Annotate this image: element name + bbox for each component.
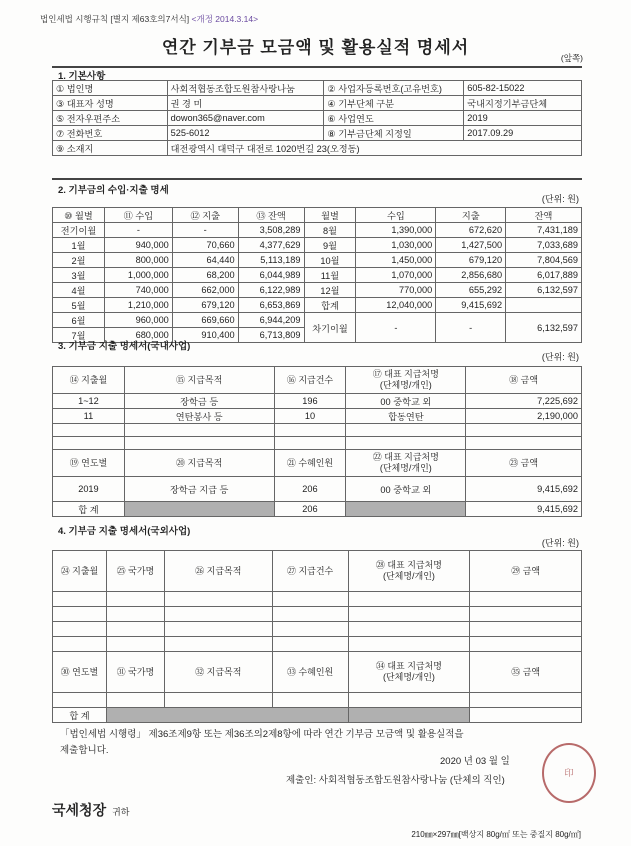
empty-cell [466,437,582,450]
empty-cell [164,693,272,708]
empty-cell [272,622,348,637]
expense-cell: 672,620 [436,223,506,238]
section3-unit: (단위: 원) [541,352,579,362]
month-cell: 5월 [53,298,105,313]
column-header: ⑰ 대표 지급처명 (단체명/개인) [346,367,466,394]
empty-cell [164,622,272,637]
year-cell: 2019 [53,477,125,502]
revision-text: <개정 2014.3.14> [191,14,259,24]
month-cell: 1~12 [53,394,125,409]
income-cell: 1,390,000 [356,223,436,238]
yearly-row [53,477,582,502]
month-cell: 6월 [53,313,105,328]
expense-cell: 655,292 [436,283,506,298]
expense-cell: 9,415,692 [436,298,506,313]
column-header: ⑭ 지출월 [53,367,125,394]
empty-cell [106,607,164,622]
domestic-table [52,366,582,517]
column-header: ⑮ 지급목적 [124,367,274,394]
empty-cell [106,622,164,637]
basic-info-table [52,80,582,156]
total-count: 206 [274,502,346,517]
column-header: ㉓ 금액 [466,450,582,477]
empty-cell [124,424,274,437]
balance-cell: 7,431,189 [506,223,582,238]
empty-cell [470,607,582,622]
column-header: 수입 [356,208,436,223]
empty-cell [346,437,466,450]
empty-row [53,622,582,637]
expense-cell: 669,660 [172,313,238,328]
total-amount: 9,415,692 [466,502,582,517]
divider [52,66,582,68]
month-cell: 전기이월 [53,223,105,238]
balance-cell: 6,944,209 [238,313,304,328]
column-header: ⑱ 금액 [466,367,582,394]
amount-cell: 2,190,000 [466,409,582,424]
empty-cell [348,693,470,708]
payee-cell: 합동연탄 [346,409,466,424]
empty-cell [53,592,107,607]
section1-heading: 1. 기본사항 [58,71,106,82]
income-cell: 1,030,000 [356,238,436,253]
column-header: ㉕ 국가명 [106,551,164,592]
shaded-cell [346,502,466,517]
income-cell: 940,000 [104,238,172,253]
column-header: ㉒ 대표 지급처명 (단체명/개인) [346,450,466,477]
monthly-row [53,298,582,313]
balance-cell: 4,377,629 [238,238,304,253]
submission-date: 2020 년 03 월 일 [440,756,510,767]
column-header: ㉗ 지급건수 [272,551,348,592]
expense-cell: 1,427,500 [436,238,506,253]
basic-info-row [53,126,582,141]
count-cell: 10 [274,409,346,424]
monthly-row [53,268,582,283]
income-cell: 1,070,000 [356,268,436,283]
empty-cell [272,637,348,652]
basic-info-row [53,111,582,126]
divider [52,178,582,180]
overseas-table [52,550,582,723]
empty-cell [346,424,466,437]
expense-cell: 70,660 [172,238,238,253]
empty-row [53,693,582,708]
empty-cell [106,592,164,607]
column-header: 지출 [436,208,506,223]
field-label: ⑤ 전자우편주소 [53,111,168,126]
empty-row [53,592,582,607]
empty-cell [470,693,582,708]
expense-cell: 910,400 [172,328,238,343]
income-cell: - [104,223,172,238]
address-value: 대전광역시 대덕구 대전로 1020번길 23(오정동) [167,141,581,156]
field-value: 525-6012 [167,126,324,141]
column-header: ⑳ 지급목적 [124,450,274,477]
field-label: ⑦ 전화번호 [53,126,168,141]
month-cell: 1월 [53,238,105,253]
domestic-header-row [53,367,582,394]
empty-cell [53,424,125,437]
shaded-cell [124,502,274,517]
balance-cell [506,298,582,313]
overseas-header-row [53,551,582,592]
column-header: ⑬ 잔액 [238,208,304,223]
field-value: 2017.09.29 [464,126,582,141]
field-value: 국내지정기부금단체 [464,96,582,111]
paper-spec: 210㎜×297㎜[백상지 80g/㎡ 또는 중질지 80g/㎡] [411,830,581,839]
empty-cell [348,622,470,637]
balance-cell: 5,113,189 [238,253,304,268]
amount-cell: 7,225,692 [466,394,582,409]
monthly-header-row [53,208,582,223]
domestic-row [53,409,582,424]
recipient-suffix: 귀하 [112,807,130,817]
payee-cell: 00 중학교 외 [346,477,466,502]
empty-cell [348,637,470,652]
total-label: 합 계 [53,708,107,723]
month-cell: 4월 [53,283,105,298]
month-cell: 10월 [304,253,356,268]
column-header: ⑩ 월별 [53,208,105,223]
recipient-name: 국세청장 [52,802,107,818]
column-header: ㉙ 금액 [470,551,582,592]
carry-balance-cell: 6,132,597 [506,313,582,343]
front-side-label: (앞쪽) [560,53,583,63]
column-header: ㉔ 지출월 [53,551,107,592]
amount-cell: 9,415,692 [466,477,582,502]
balance-cell: 6,017,889 [506,268,582,283]
month-cell: 11월 [304,268,356,283]
balance-cell: 6,132,597 [506,283,582,298]
monthly-row [53,253,582,268]
shaded-cell [106,708,348,723]
balance-cell: 6,713,809 [238,328,304,343]
column-header: ⑯ 지급건수 [274,367,346,394]
income-cell: 800,000 [104,253,172,268]
monthly-row [53,313,582,328]
column-header: ㉟ 금액 [470,652,582,693]
month-cell: 12월 [304,283,356,298]
empty-cell [348,607,470,622]
empty-cell [470,622,582,637]
column-header: ㉖ 지급목적 [164,551,272,592]
field-value: 605-82-15022 [464,81,582,96]
carry-income-cell: - [356,313,436,343]
total-row [53,708,582,723]
field-label: ① 법인명 [53,81,168,96]
column-header: ㉑ 수혜인원 [274,450,346,477]
empty-cell [53,637,107,652]
column-header: ㉛ 국가명 [106,652,164,693]
empty-cell [164,637,272,652]
count-cell: 196 [274,394,346,409]
month-cell: 합계 [304,298,356,313]
month-cell: 11 [53,409,125,424]
field-value: 사회적협동조합도원참사랑나눔 [167,81,324,96]
empty-cell [53,693,107,708]
monthly-row [53,238,582,253]
empty-cell [466,424,582,437]
field-value: 2019 [464,111,582,126]
empty-row [53,424,582,437]
income-cell: 1,450,000 [356,253,436,268]
address-row [53,141,582,156]
section2-heading: 2. 기부금의 수입·지출 명세 [58,185,169,196]
month-cell: 7월 [53,328,105,343]
monthly-table [52,207,582,343]
income-cell: 960,000 [104,313,172,328]
empty-cell [272,693,348,708]
empty-cell [272,592,348,607]
expense-cell: 2,856,680 [436,268,506,283]
column-header: ㉝ 수혜인원 [272,652,348,693]
field-label: ④ 기부단체 구분 [324,96,464,111]
section3-heading: 3. 기부금 지출 명세서(국내사업) [58,341,191,352]
expense-cell: 64,440 [172,253,238,268]
empty-cell [53,437,125,450]
column-header: 잔액 [506,208,582,223]
count-cell: 206 [274,477,346,502]
purpose-cell: 연탄봉사 등 [124,409,274,424]
empty-cell [53,607,107,622]
empty-cell [274,424,346,437]
carry-month-cell: 차기이월 [304,313,356,343]
statement-line2: 제출합니다. [60,745,109,756]
document-title: 연간 기부금 모금액 및 활용실적 명세서 [161,38,470,57]
column-header: 월별 [304,208,356,223]
income-cell: 680,000 [104,328,172,343]
column-header: ⑲ 연도별 [53,450,125,477]
income-cell: 1,000,000 [104,268,172,283]
section4-unit: (단위: 원) [541,538,579,548]
empty-cell [470,708,582,723]
official-seal: 印 [542,743,596,803]
recipient [52,800,130,820]
empty-cell [348,592,470,607]
section2-unit: (단위: 원) [541,194,579,204]
column-header: ⑫ 지출 [172,208,238,223]
expense-cell: 662,000 [172,283,238,298]
section4-heading: 4. 기부금 지출 명세서(국외사업) [58,526,191,537]
empty-cell [470,592,582,607]
form-reference [40,13,258,25]
monthly-row [53,223,582,238]
column-header: ㉘ 대표 지급처명 (단체명/개인) [348,551,470,592]
field-label: ② 사업자등록번호(고유번호) [324,81,464,96]
field-label: ③ 대표자 성명 [53,96,168,111]
empty-cell [164,592,272,607]
income-cell: 770,000 [356,283,436,298]
empty-row [53,607,582,622]
income-cell: 12,040,000 [356,298,436,313]
monthly-row [53,283,582,298]
field-value: dowon365@naver.com [167,111,324,126]
balance-cell: 6,653,869 [238,298,304,313]
column-header: ⑪ 수입 [104,208,172,223]
yearly-header-row [53,450,582,477]
shaded-cell [348,708,470,723]
empty-cell [124,437,274,450]
total-label: 합 계 [53,502,125,517]
expense-cell: 68,200 [172,268,238,283]
month-cell: 3월 [53,268,105,283]
empty-cell [106,637,164,652]
domestic-row [53,394,582,409]
carry-expense-cell: - [436,313,506,343]
total-row [53,502,582,517]
income-cell: 1,210,000 [104,298,172,313]
column-header: ㉚ 연도별 [53,652,107,693]
expense-cell: 679,120 [436,253,506,268]
basic-info-row [53,81,582,96]
submitter: 제출인: 사회적협동조합도원참사랑나눔 (단체의 직인) [286,775,505,786]
month-cell: 9월 [304,238,356,253]
purpose-cell: 장학금 지급 등 [124,477,274,502]
balance-cell: 7,033,689 [506,238,582,253]
column-header: ㉜ 지급목적 [164,652,272,693]
empty-cell [470,637,582,652]
empty-cell [106,693,164,708]
balance-cell: 3,508,289 [238,223,304,238]
payee-cell: 00 중학교 외 [346,394,466,409]
balance-cell: 6,044,989 [238,268,304,283]
balance-cell: 7,804,569 [506,253,582,268]
empty-cell [53,622,107,637]
basic-info-row [53,96,582,111]
month-cell: 2월 [53,253,105,268]
expense-cell: - [172,223,238,238]
field-label: ⑥ 사업연도 [324,111,464,126]
month-cell: 8월 [304,223,356,238]
empty-cell [272,607,348,622]
empty-cell [164,607,272,622]
overseas-yearly-header-row [53,652,582,693]
purpose-cell: 장학금 등 [124,394,274,409]
empty-cell [274,437,346,450]
expense-cell: 679,120 [172,298,238,313]
income-cell: 740,000 [104,283,172,298]
column-header: ㉞ 대표 지급처명 (단체명/개인) [348,652,470,693]
statement-line1: 「법인세법 시행령」 제36조제9항 또는 제36조의2제8항에 따라 연간 기부금 모금액 및 활용실적을 [60,729,464,740]
form-ref-text: 법인세법 시행규칙 [별지 제63호의7서식] [40,14,190,24]
empty-row [53,637,582,652]
empty-row [53,437,582,450]
field-value: 권 경 미 [167,96,324,111]
field-label: ⑧ 기부금단체 지정일 [324,126,464,141]
balance-cell: 6,122,989 [238,283,304,298]
field-label: ⑨ 소재지 [53,141,168,156]
